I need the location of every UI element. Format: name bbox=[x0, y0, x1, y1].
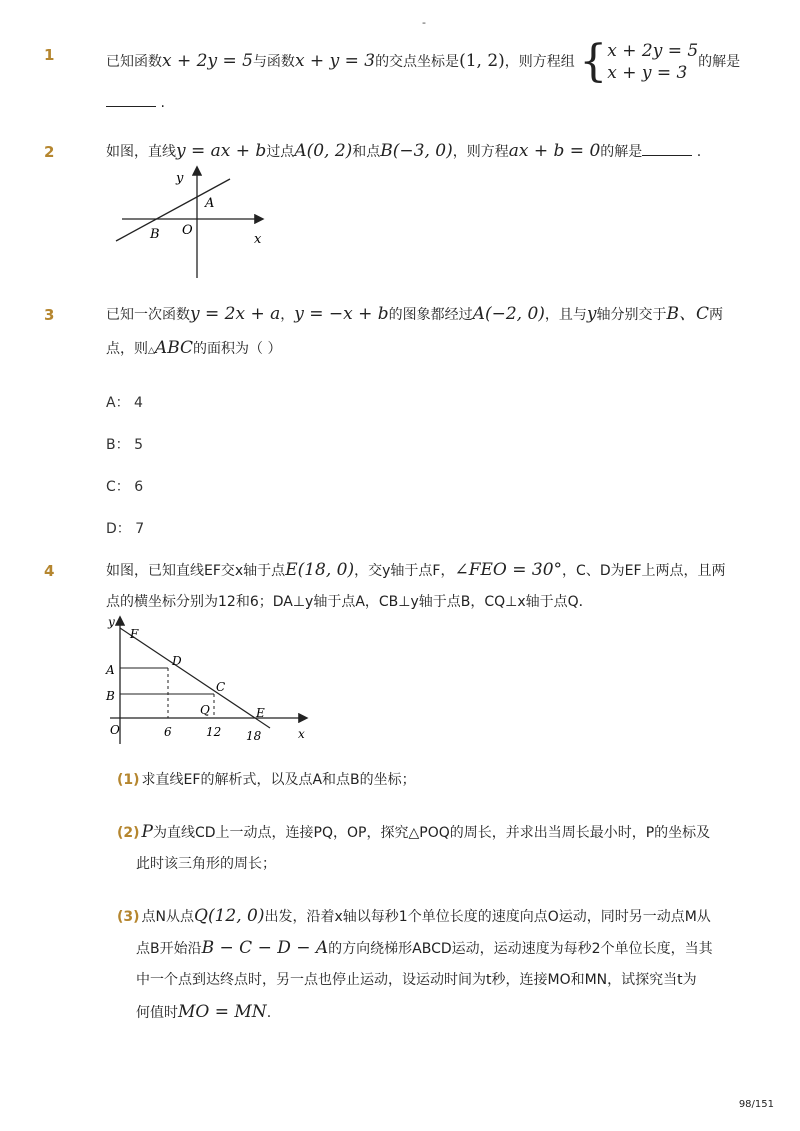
subquestion-2-line-1: (2) P为直线CD上一动点，连接PQ，OP，探究△POQ的周长，并求出当周长最小时，P的坐标及 bbox=[117, 822, 711, 842]
label-F: F bbox=[130, 627, 139, 641]
top-mark: - bbox=[422, 16, 426, 29]
label-Q: Q bbox=[200, 703, 210, 717]
tick-18: 18 bbox=[246, 729, 262, 743]
subquestion-3-line-1: (3) 点N从点Q(12, 0)出发，沿着x轴以每秒1个单位长度的速度向点O运动，同时另一动点M从 bbox=[117, 906, 711, 926]
subquestion-3-line-4: 何值时MO = MN. bbox=[136, 1002, 272, 1022]
equation-system: x + 2y = 5 x + y = 3 bbox=[607, 41, 699, 83]
tick-12: 12 bbox=[206, 725, 222, 739]
tick-6: 6 bbox=[164, 725, 172, 739]
answer-blank bbox=[106, 92, 156, 107]
label-x: x bbox=[254, 232, 262, 247]
question-2-number: 2 bbox=[44, 143, 55, 161]
question-4-figure bbox=[100, 612, 320, 748]
label-C: C bbox=[216, 680, 226, 694]
label-A: A bbox=[106, 663, 115, 677]
option-c[interactable]: C： 6 bbox=[106, 479, 144, 495]
label-y: y bbox=[108, 615, 115, 629]
question-2-figure bbox=[108, 164, 268, 282]
subquestion-3-line-3: 中一个点到达终点时，另一点也停止运动，设运动时间为t秒，连接MO和MN，试探究当t为 bbox=[136, 972, 697, 988]
label-x: x bbox=[298, 727, 305, 741]
question-3-line-2: 点，则△ABC的面积为（ ） bbox=[106, 338, 282, 358]
option-a[interactable]: A： 4 bbox=[106, 395, 143, 411]
option-d[interactable]: D： 7 bbox=[106, 521, 145, 537]
subquestion-3-line-2: 点B开始沿B − C − D − A的方向绕梯形ABCD运动，运动速度为每秒2个单位长度，当其 bbox=[136, 938, 713, 958]
question-4-line-2: 点的横坐标分别为12和6；DA⊥y轴于点A，CB⊥y轴于点B，CQ⊥x轴于点Q． bbox=[106, 594, 593, 610]
label-E: E bbox=[256, 706, 265, 720]
question-1-line-2: . bbox=[106, 92, 165, 113]
label-B: B bbox=[106, 689, 115, 703]
line-ef bbox=[120, 628, 270, 728]
subquestion-1: (1) 求直线EF的解析式，以及点A和点B的坐标； bbox=[117, 772, 416, 788]
question-1-number: 1 bbox=[44, 46, 55, 64]
label-y: y bbox=[176, 171, 184, 186]
label-B: B bbox=[150, 227, 160, 242]
page-number: 98/151 bbox=[738, 1099, 774, 1110]
label-O: O bbox=[182, 223, 193, 238]
question-4-line-1: 如图，已知直线EF交x轴于点E(18, 0)，交y轴于点F，∠FEO = 30°，C、D为EF上两点，且两 bbox=[106, 560, 726, 580]
option-b[interactable]: B： 5 bbox=[106, 437, 143, 453]
label-D: D bbox=[172, 654, 182, 668]
question-1-line-1: 已知函数x + 2y = 5与函数x + y = 3的交点坐标是(1, 2)，则方程组 { x + 2y = 5 x + y = 3 的解是 bbox=[106, 36, 741, 87]
label-A: A bbox=[205, 196, 215, 211]
question-3-line-1: 已知一次函数y = 2x + a，y = −x + b的图象都经过A(−2, 0)，且与y轴分别交于B、C两 bbox=[106, 304, 724, 324]
question-4-number: 4 bbox=[44, 562, 55, 580]
subquestion-2-line-2: 此时该三角形的周长； bbox=[136, 856, 276, 872]
question-3-number: 3 bbox=[44, 306, 55, 324]
question-2-line-1: 如图，直线y = ax + b过点A(0, 2)和点B(−3, 0)，则方程ax + b = 0的解是 . bbox=[106, 141, 702, 161]
system-brace: { bbox=[579, 36, 608, 87]
answer-blank bbox=[642, 141, 692, 156]
label-O: O bbox=[110, 723, 120, 737]
